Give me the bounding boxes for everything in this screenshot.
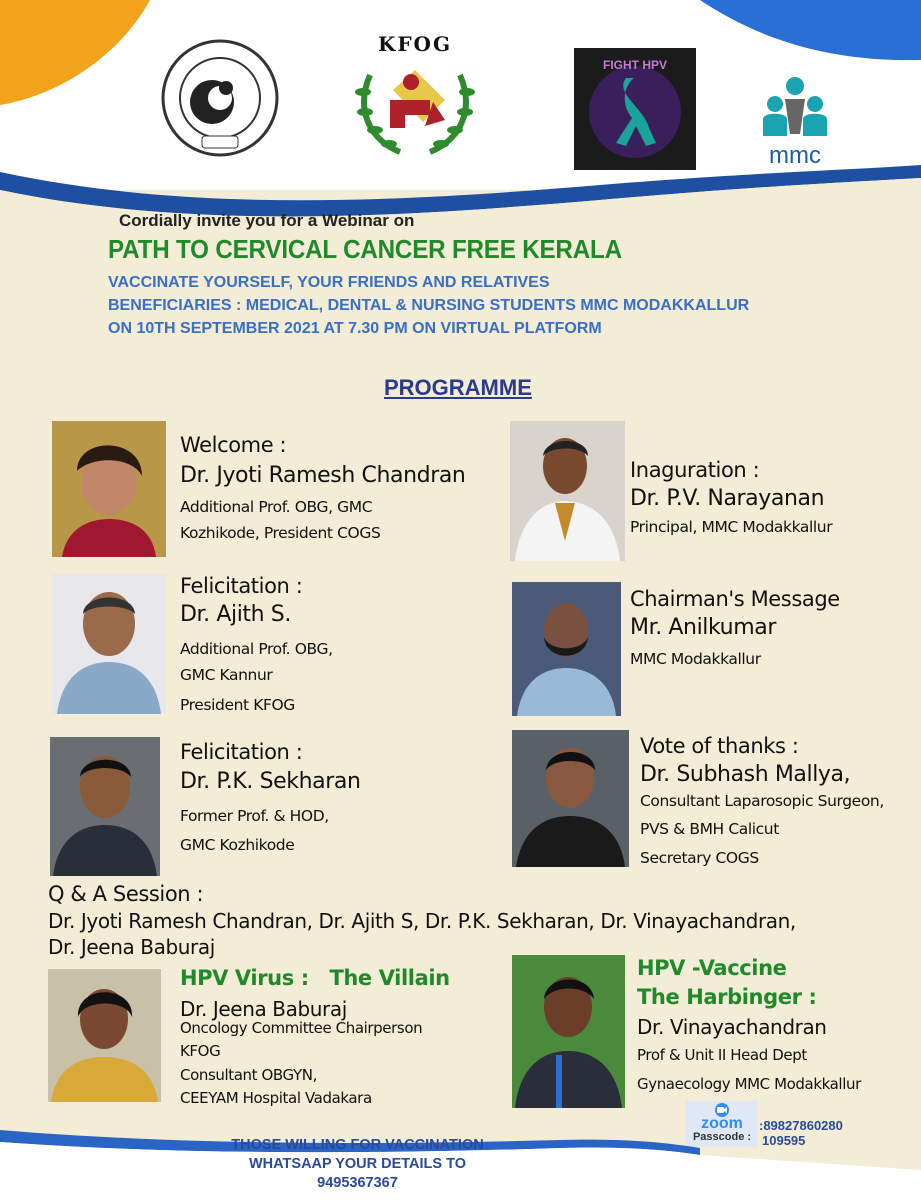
qa-panel-line-1: Dr. Jyoti Ramesh Chandran, Dr. Ajith S, Dr. P.K. Sekharan, Dr. Vinayachandran, [48,909,796,933]
programme-heading: PROGRAMME [384,375,532,400]
speaker-role: Welcome : [180,433,287,457]
fight-hpv-text: FIGHT HPV [602,58,667,72]
speaker-photo-anilkumar [512,582,621,716]
speaker-name: Dr. Jyoti Ramesh Chandran [180,463,466,488]
speaker-detail: GMC Kannur [180,666,273,684]
subtitle-line-3: ON 10TH SEPTEMBER 2021 AT 7.30 PM ON VIRTUAL PLATFORM [108,320,602,337]
speaker-detail: President KFOG [180,696,295,714]
page-title: PATH TO CERVICAL CANCER FREE KERALA [108,234,622,264]
zoom-passcode-label: Passcode : [692,1131,752,1143]
speaker-photo-sekharan [50,737,160,876]
fight-hpv-logo [574,48,696,170]
speaker-name: Mr. Anilkumar [630,615,776,640]
zoom-meeting-id[interactable]: :89827860280 [759,1118,843,1133]
speaker-name: Dr. P.K. Sekharan [180,769,361,794]
subtitle-line-1: VACCINATE YOURSELF, YOUR FRIENDS AND RELATIVES [108,274,550,291]
footer-phone[interactable]: 9495367367 [317,1175,398,1191]
subtitle-line-2: BENEFICIARIES : MEDICAL, DENTAL & NURSING STUDENTS MMC MODAKKALLUR [108,297,750,314]
speaker-name: Dr. Ajith S. [180,602,291,627]
footer-line-2: WHATSAAP YOUR DETAILS TO [249,1156,466,1172]
speaker-role: Vote of thanks : [640,734,799,758]
speaker-photo-jeena [48,969,161,1102]
speaker-detail: Consultant Laparosopic Surgeon, [640,792,884,810]
speaker-detail: MMC Modakkallur [630,650,761,668]
talk-speaker-detail: Oncology Committee Chairperson [180,1019,423,1037]
speaker-detail: Secretary COGS [640,849,759,867]
mmc-logo-text: mmc [769,142,821,169]
speaker-name: Dr. P.V. Narayanan [630,486,825,511]
speaker-photo-subhash [512,730,629,867]
invite-line: Cordially invite you for a Webinar on [119,211,415,230]
speaker-detail: Kozhikode, President COGS [180,524,381,542]
talk-title: The Harbinger : [637,985,817,1009]
speaker-role: Chairman's Message [630,587,840,611]
speaker-detail: Former Prof. & HOD, [180,807,329,825]
speaker-role: Inaguration : [630,458,760,482]
kfog-logo-text: KFOG [377,32,453,56]
talk-speaker-detail: CEEYAM Hospital Vadakara [180,1089,372,1107]
footer-line-1: THOSE WILLING FOR VACCINATION [231,1137,484,1153]
talk-speaker-name: Dr. Jeena Baburaj [180,997,347,1021]
talk-speaker-detail: Consultant OBGYN, [180,1066,317,1084]
qa-panel-line-2: Dr. Jeena Baburaj [48,935,215,959]
zoom-passcode[interactable]: 109595 [762,1133,806,1148]
speaker-photo-jyoti [52,421,166,557]
mmc-logo [755,74,835,169]
speaker-detail: Principal, MMC Modakkallur [630,518,833,536]
zoom-logo-text: zoom [701,1115,743,1132]
speaker-detail: PVS & BMH Calicut [640,820,779,838]
talk-speaker-detail: Gynaecology MMC Modakkallur [637,1075,861,1093]
speaker-photo-ajith [52,574,166,714]
speaker-detail: Additional Prof. OBG, GMC [180,498,373,516]
talk-speaker-name: Dr. Vinayachandran [637,1015,827,1039]
talk-title: HPV Virus : The Villain [180,966,450,990]
speaker-role: Felicitation : [180,740,303,764]
cogs-logo [160,38,280,158]
speaker-photo-vinayachandran [512,955,625,1108]
talk-speaker-detail: KFOG [180,1042,221,1060]
talk-title: HPV -Vaccine [637,956,787,980]
speaker-detail: Additional Prof. OBG, [180,640,333,658]
talk-speaker-detail: Prof & Unit II Head Dept [637,1046,807,1064]
speaker-name: Dr. Subhash Mallya, [640,762,851,787]
qa-heading: Q & A Session : [48,882,204,906]
speaker-role: Felicitation : [180,574,303,598]
kfog-logo [345,30,485,165]
speaker-detail: GMC Kozhikode [180,836,295,854]
speaker-photo-narayanan [510,421,625,561]
